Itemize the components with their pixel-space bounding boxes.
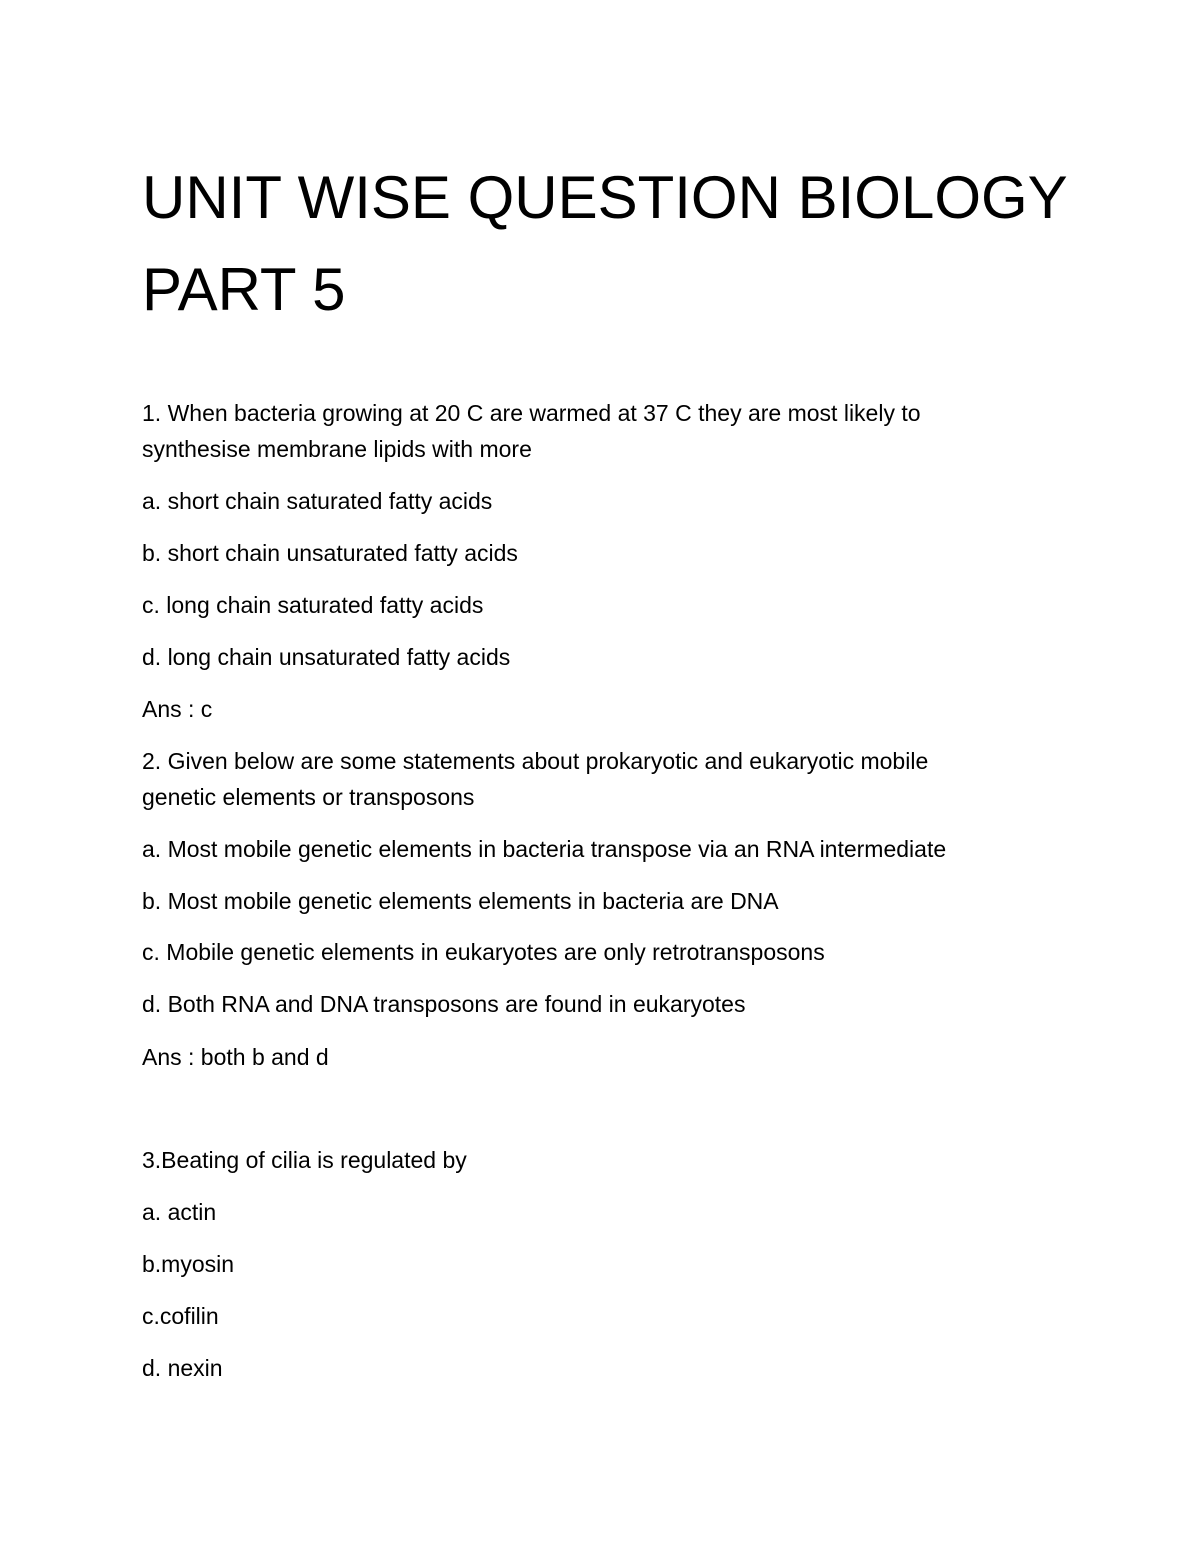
question-3-option-c: c.cofilin (142, 1303, 219, 1329)
question-1-line-2: synthesise membrane lipids with more (142, 436, 532, 462)
question-1-answer: Ans : c (142, 696, 213, 722)
question-2-line-1: 2. Given below are some statements about prokaryotic and eukaryotic mobile (142, 748, 929, 774)
question-2-option-c: c. Mobile genetic elements in eukaryotes are only retrotransposons (142, 939, 825, 965)
question-1-option-a: a. short chain saturated fatty acids (142, 488, 493, 514)
question-1-option-c: c. long chain saturated fatty acids (142, 592, 484, 618)
question-3-line-1: 3.Beating of cilia is regulated by (142, 1147, 467, 1173)
question-2-option-b: b. Most mobile genetic elements elements in bacteria are DNA (142, 888, 779, 914)
question-3-option-b: b.myosin (142, 1251, 235, 1277)
question-1-option-b: b. short chain unsaturated fatty acids (142, 540, 518, 566)
question-2-answer: Ans : both b and d (142, 1044, 329, 1070)
question-1-line-1: 1. When bacteria growing at 20 C are warmed at 37 C they are most likely to (142, 400, 921, 426)
question-2-option-d: d. Both RNA and DNA transposons are found in eukaryotes (142, 991, 746, 1017)
question-3-option-a: a. actin (142, 1199, 217, 1225)
question-3-option-d: d. nexin (142, 1355, 223, 1381)
question-1-option-d: d. long chain unsaturated fatty acids (142, 644, 511, 670)
question-2-line-2: genetic elements or transposons (142, 784, 475, 810)
question-2-option-a: a. Most mobile genetic elements in bacteria transpose via an RNA intermediate (142, 836, 947, 862)
page-title: UNIT WISE QUESTION BIOLOGY PART 5 (142, 164, 1067, 323)
